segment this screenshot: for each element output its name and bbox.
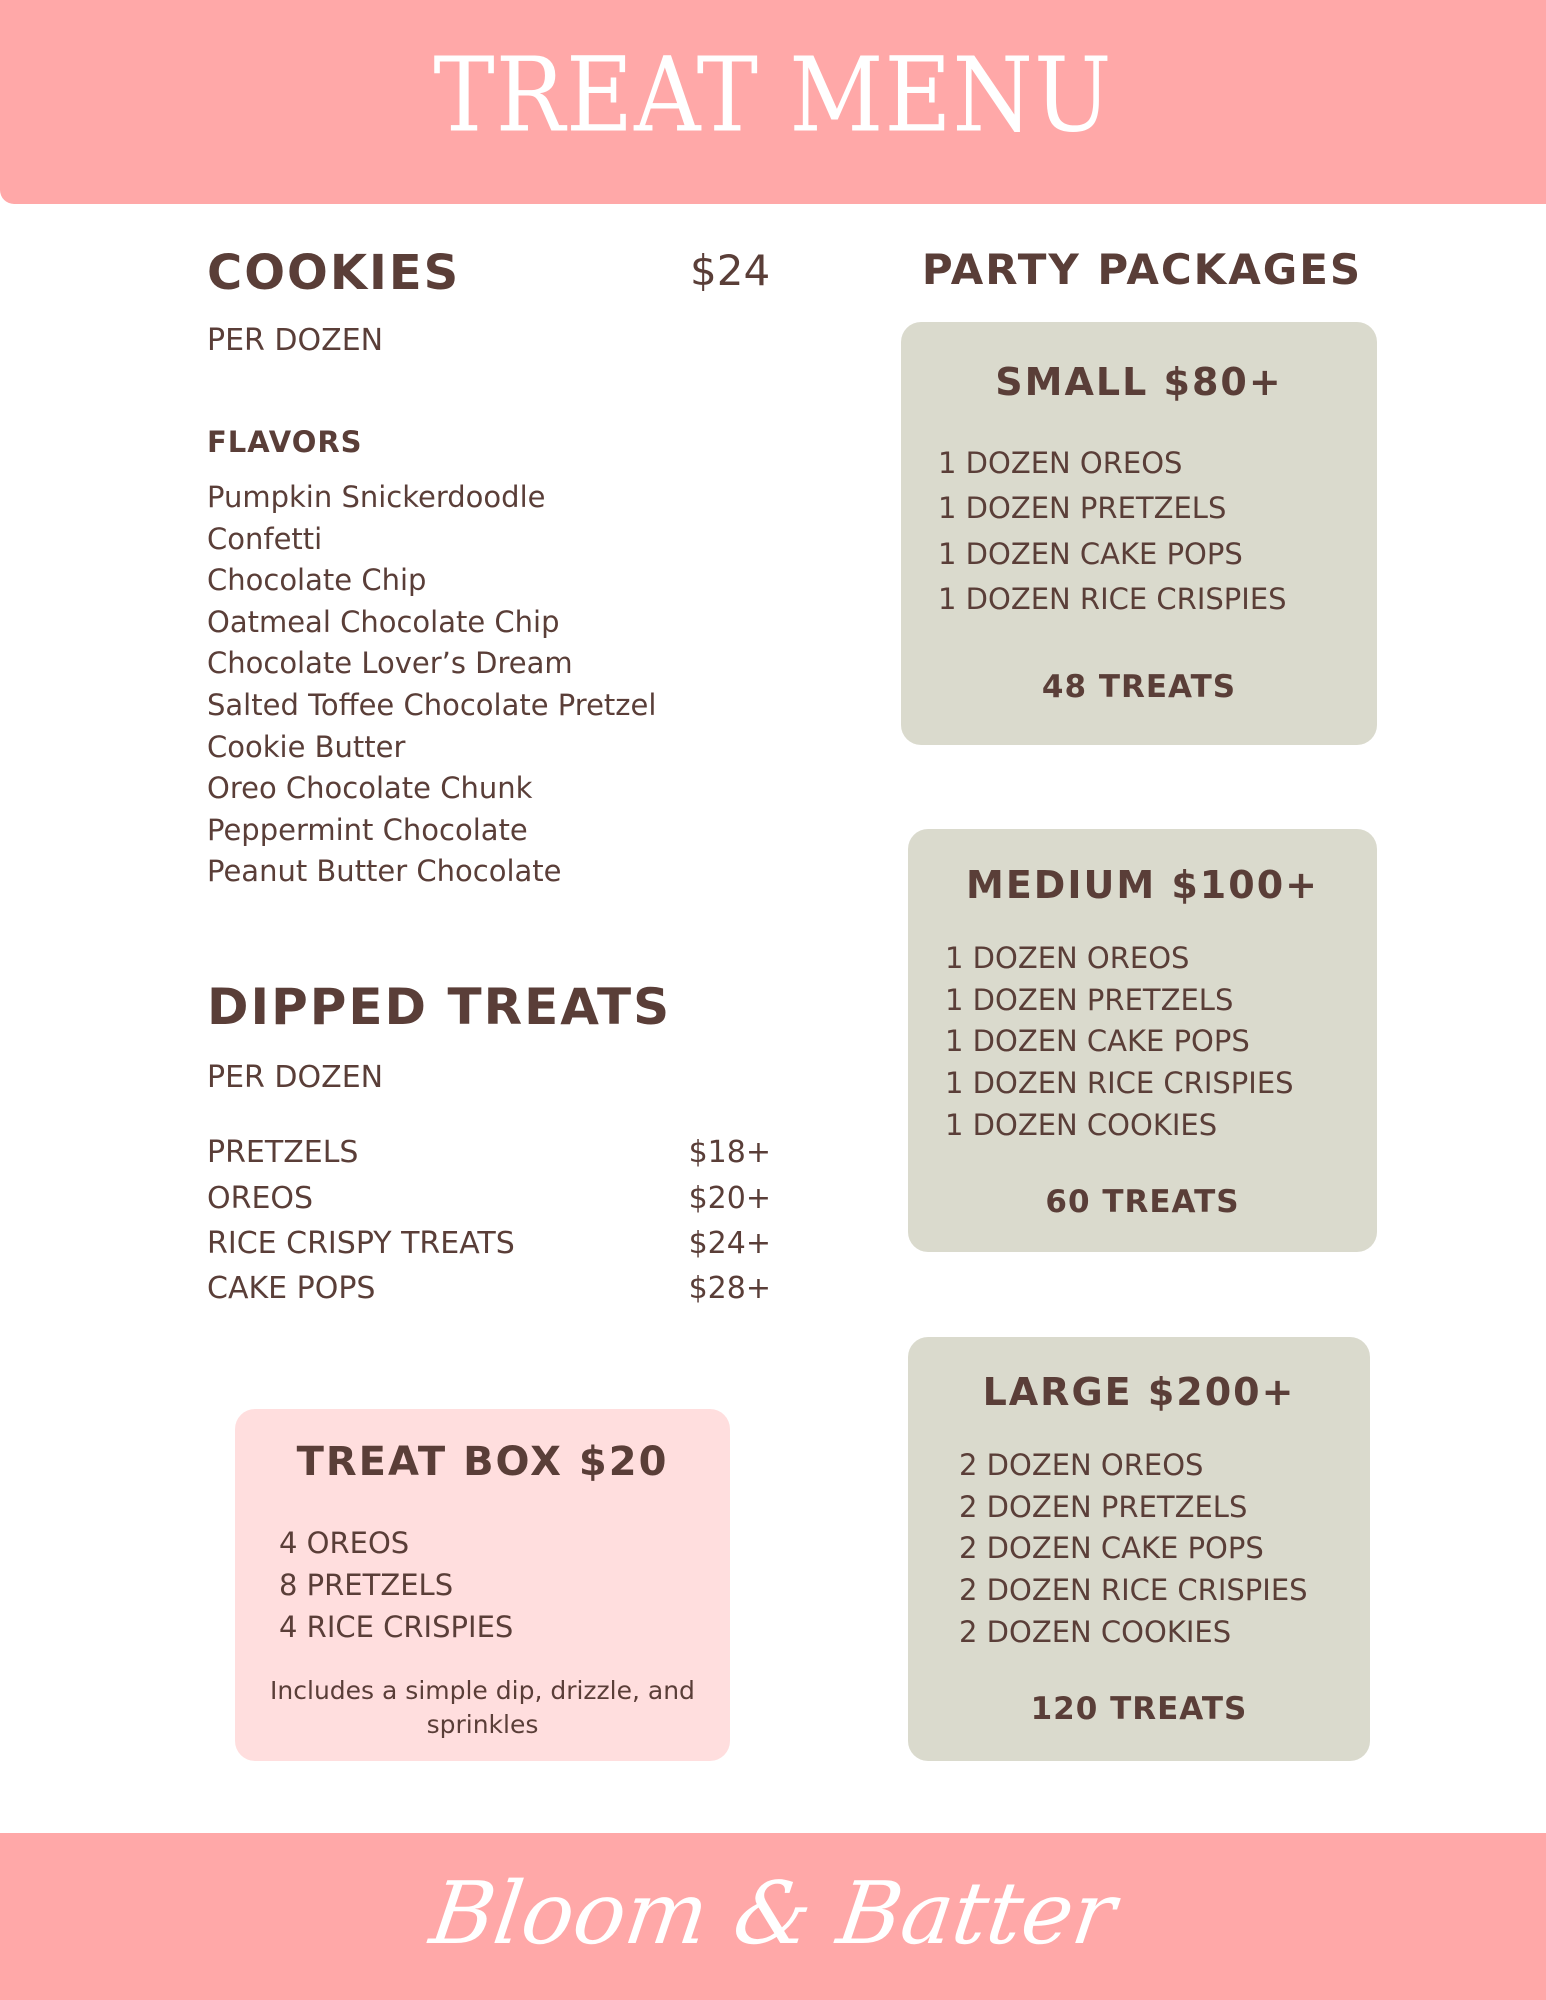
dipped-unit: PER DOZEN [207,1060,384,1095]
treat-box-note: Includes a simple dip, drizzle, and sprinkles [270,1676,695,1739]
list-item: 1 DOZEN RICE CRISPIES [945,1066,1294,1101]
item-name: OREOS [207,1181,314,1216]
item-price: $28+ [688,1271,771,1306]
list-item: Chocolate Chip [207,563,427,598]
package-items [945,938,1294,1147]
flavor-list [207,477,656,893]
cookies-price: $24 [690,246,771,295]
package-title: LARGE $200+ [982,1370,1296,1414]
list-item: Oreo Chocolate Chunk [207,771,533,806]
price-row-oreos [207,1181,771,1226]
package-items [959,1445,1308,1654]
dipped-treats-heading: DIPPED TREATS [207,978,672,1036]
list-item: 2 DOZEN CAKE POPS [959,1531,1264,1566]
list-item: Peppermint Chocolate [207,812,528,847]
package-total: 48 TREATS [1041,669,1237,705]
list-item: Chocolate Lover’s Dream [207,646,573,681]
footer-banner [0,1833,1546,2000]
treat-box-card [235,1409,730,1761]
list-item: 1 DOZEN OREOS [945,941,1190,975]
list-item: 2 DOZEN COOKIES [959,1614,1232,1649]
list-item: 1 DOZEN CAKE POPS [938,536,1243,571]
cookies-heading: COOKIES [207,245,461,301]
list-item: 1 DOZEN PRETZELS [945,982,1234,1017]
list-item: 1 DOZEN CAKE POPS [945,1024,1250,1059]
package-title: SMALL $80+ [995,360,1283,404]
package-items [938,441,1287,622]
treat-box-title: TREAT BOX $20 [296,1439,669,1485]
price-row-pretzels [207,1135,771,1180]
price-row-cake-pops [207,1271,771,1316]
package-total: 120 TREATS [1030,1691,1248,1727]
item-name: CAKE POPS [207,1271,376,1306]
flavors-heading: FLAVORS [207,425,363,459]
cookies-unit: PER DOZEN [207,323,384,358]
list-item: 2 DOZEN OREOS [959,1448,1204,1482]
page-title: TREAT MENU [433,35,1113,156]
list-item: 1 DOZEN PRETZELS [938,491,1227,526]
list-item: 1 DOZEN OREOS [938,446,1183,480]
item-price: $20+ [688,1181,771,1216]
header-banner [0,0,1546,204]
party-packages-heading: PARTY PACKAGES [921,245,1363,294]
list-item: 4 OREOS [279,1526,410,1560]
brand-logo: Bloom & Batter [424,1864,1122,1964]
package-card-small [901,322,1377,745]
list-item: 1 DOZEN RICE CRISPIES [938,581,1287,616]
item-price: $18+ [688,1135,771,1170]
item-name: RICE CRISPY TREATS [207,1226,515,1261]
list-item: Oatmeal Chocolate Chip [207,604,560,639]
item-price: $24+ [688,1226,771,1261]
list-item: Salted Toffee Chocolate Pretzel [207,687,657,722]
list-item: 1 DOZEN COOKIES [945,1107,1218,1142]
treat-box-items [279,1522,513,1648]
package-card-large [908,1337,1370,1761]
list-item: 2 DOZEN RICE CRISPIES [959,1573,1308,1608]
list-item: 4 RICE CRISPIES [279,1610,514,1644]
package-total: 60 TREATS [1045,1184,1240,1220]
package-title: MEDIUM $100+ [966,863,1319,907]
list-item: 2 DOZEN PRETZELS [959,1489,1248,1524]
list-item: 8 PRETZELS [279,1568,454,1602]
list-item: Peanut Butter Chocolate [207,854,562,889]
list-item: Cookie Butter [207,729,406,764]
list-item: Confetti [207,521,323,556]
package-card-medium [908,829,1377,1252]
price-row-rice-crispy-treats [207,1226,771,1271]
item-name: PRETZELS [207,1135,359,1170]
list-item: Pumpkin Snickerdoodle [207,480,546,514]
